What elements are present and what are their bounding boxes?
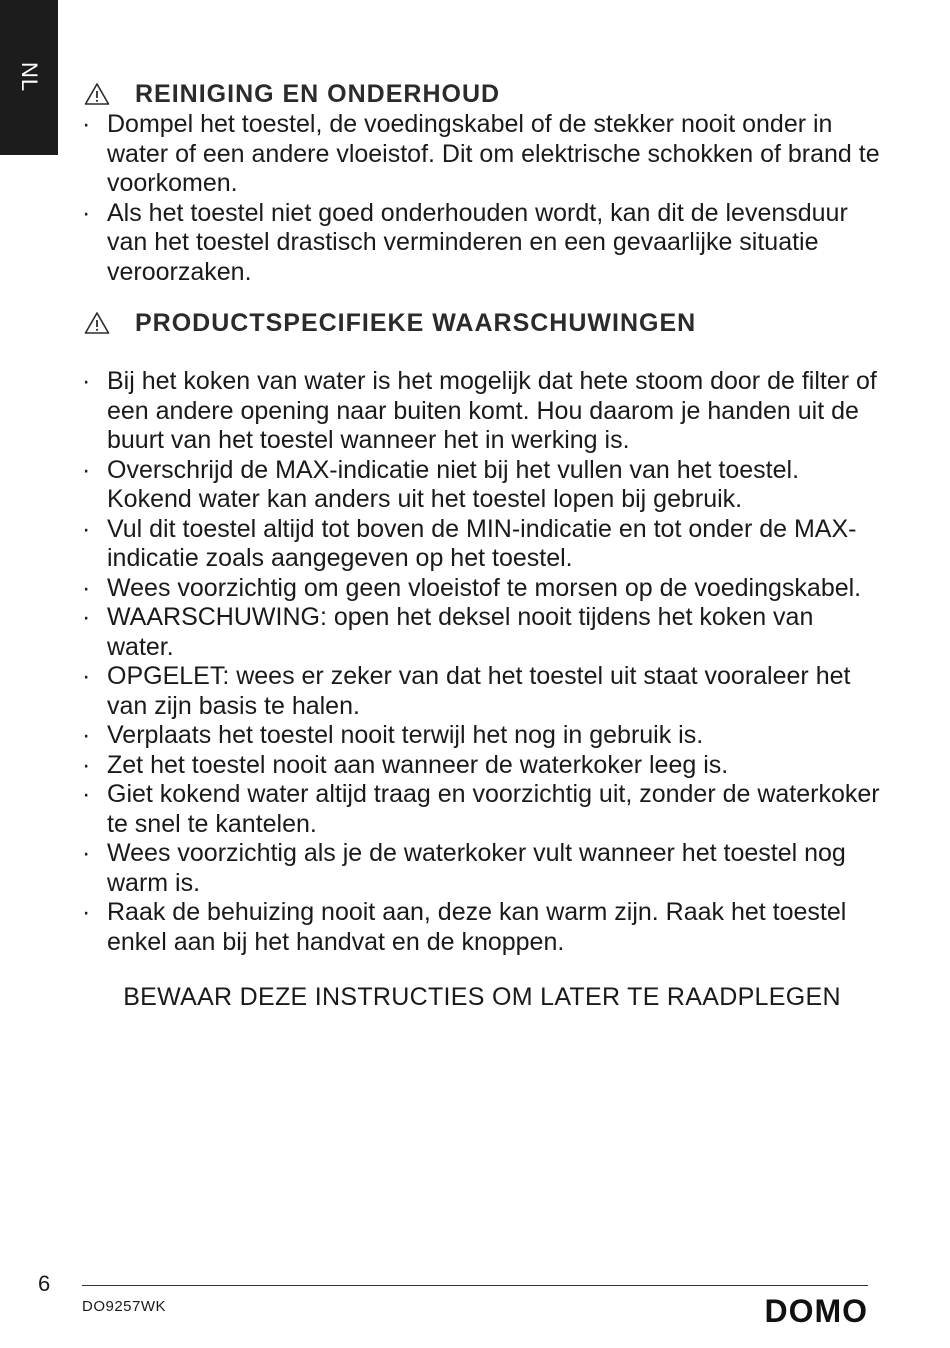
list-item — [82, 662, 882, 721]
list-item — [82, 574, 882, 604]
list-item — [82, 110, 882, 199]
warning-triangle-icon — [84, 82, 110, 106]
footer-divider — [82, 1285, 868, 1286]
bullet: · — [82, 898, 91, 926]
bullet: · — [82, 573, 91, 602]
list-item-text: Bij het koken van water is het mogelijk dat hete stoom door de filter of een andere opening naar buiten komt. Hou daarom je handen uit de buurt van het toestel wanneer het in werking is. — [107, 367, 877, 454]
section-heading-product-warnings — [82, 307, 882, 339]
bullet: · — [82, 198, 91, 227]
bullet: · — [82, 603, 91, 631]
bullet: · — [82, 839, 91, 867]
list-item-text: Dompel het toestel, de voedingskabel of de stekker nooit onder in water of een andere vloeistof. Dit om elektrische schokken of brand te voorkomen. — [107, 110, 880, 197]
list-item — [82, 456, 882, 515]
language-tab — [0, 0, 58, 155]
list-item-text: Zet het toestel nooit aan wanneer de waterkoker leeg is. — [107, 750, 729, 779]
closing-note: BEWAAR DEZE INSTRUCTIES OM LATER TE RAADPLEGEN — [123, 983, 841, 1011]
language-label: NL — [17, 61, 42, 93]
section-heading-cleaning — [82, 78, 882, 110]
document-body — [82, 78, 882, 1012]
list-item-text: Giet kokend water altijd traag en voorzichtig uit, zonder de waterkoker te snel te kantelen. — [107, 780, 880, 838]
bullet: · — [82, 721, 91, 749]
bullet: · — [82, 750, 91, 779]
list-item-text: OPGELET: wees er zeker van dat het toestel uit staat vooraleer het van zijn basis te halen. — [107, 662, 851, 720]
list-item — [82, 367, 882, 456]
bullet: · — [82, 455, 91, 484]
list-item-text: Wees voorzichtig om geen vloeistof te morsen op de voedingskabel. — [107, 573, 862, 602]
list-item — [82, 721, 882, 751]
list-item — [82, 780, 882, 839]
list-item-text: Als het toestel niet goed onderhouden wordt, kan dit de levensduur van het toestel drastisch verminderen en een gevaarlijke situatie veroorzaken. — [107, 198, 848, 286]
bullet: · — [82, 367, 91, 395]
product-warnings-list — [82, 367, 882, 957]
list-item-text: Overschrijd de MAX-indicatie niet bij het vullen van het toestel. Kokend water kan anders uit het toestel lopen bij gebruik. — [107, 455, 800, 513]
bullet: · — [82, 662, 91, 690]
bullet: · — [82, 110, 91, 138]
list-item-text: Wees voorzichtig als je de waterkoker vult wanneer het toestel nog warm is. — [107, 839, 846, 897]
list-item — [82, 751, 882, 781]
list-item — [82, 603, 882, 662]
list-item — [82, 515, 882, 574]
warning-triangle-icon — [84, 311, 110, 335]
list-item-text: WAARSCHUWING: open het deksel nooit tijdens het koken van water. — [107, 603, 814, 661]
section-title: REINIGING EN ONDERHOUD — [135, 79, 501, 108]
model-number: DO9257WK — [82, 1298, 167, 1315]
list-item-text: Raak de behuizing nooit aan, deze kan warm zijn. Raak het toestel enkel aan bij het handvat en de knoppen. — [107, 898, 847, 956]
list-item — [82, 839, 882, 898]
list-item-text: Vul dit toestel altijd tot boven de MIN-indicatie en tot onder de MAX-indicatie zoals aangegeven op het toestel. — [107, 514, 857, 572]
cleaning-list — [82, 110, 882, 287]
brand-logo: DOMO — [764, 1293, 868, 1329]
list-item — [82, 199, 882, 288]
section-title: PRODUCTSPECIFIEKE WAARSCHUWINGEN — [135, 308, 697, 337]
bullet: · — [82, 514, 91, 543]
page-number: 6 — [38, 1271, 51, 1296]
list-item — [82, 898, 882, 957]
bullet: · — [82, 780, 91, 808]
list-item-text: Verplaats het toestel nooit terwijl het nog in gebruik is. — [107, 721, 704, 749]
